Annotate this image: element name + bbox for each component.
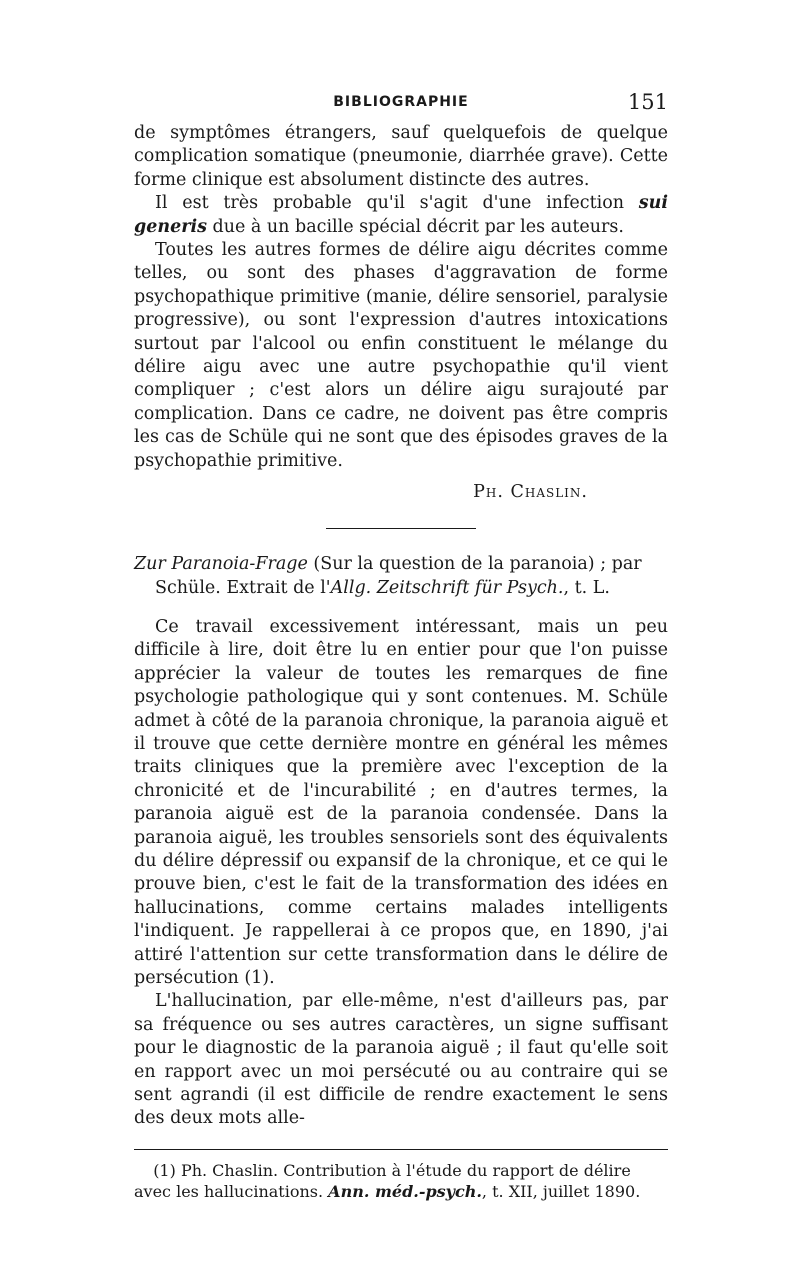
review-volume: , t. L. [563,577,610,598]
term-sui-generis: sui generis [134,193,668,237]
review-title [134,553,668,600]
review-title-line-1 [134,553,668,576]
review-title-german: Zur Paranoia-Frage [134,554,308,575]
footnote-text-a: (1) Ph. Chaslin. Contribution à l'étude du rapport de délire avec les hallucinations. [134,1160,631,1201]
running-head: BIBLIOGRAPHIE [333,94,469,110]
footnote-text-b: , t. XII, juillet 1890. [481,1181,641,1201]
author-signature: Ph. Chaslin. [473,482,588,503]
paragraph-continuation: de symptômes étrangers, sauf quelquefois de quelque complication somatique (pneumonie, diarrhée grave). Cette forme clinique est absolument distincte des autres. [134,123,668,190]
footnote [134,1160,668,1202]
review-paragraph-1: Ce travail excessivement intéressant, mais un peu difficile à lire, doit être lu en entier pour que l'on puisse apprécier la valeur de toutes les remarques de fine psychologie pathologique qui y sont contenues. M. Schüle admet à côté de la paranoia chronique, la paranoia aiguë et il trouve que cette dernière montre en général les mêmes traits cliniques que la première avec l'exception de la chronicité et de l'incurabilité ; en d'autres termes, la paranoia aiguë est de la paranoia condensée. Dans la paranoia aiguë, les troubles sensoriels sont des équivalents du délire dépressif ou expansif de la chronique, et ce qui le prouve bien, c'est le fait de la transformation des idées en hallucinations, comme certains malades intelligents l'indiquent. Je rappellerai à ce propos que, en 1890, j'ai attiré l'attention sur cette transformation dans le délire de persécution (1). [134,616,668,988]
review-journal: Allg. Zeitschrift für Psych. [330,577,564,598]
page-number: 151 [627,90,668,114]
section-divider [326,528,476,529]
paragraph-infection-text-b: due à un bacille spécial décrit par les auteurs. [206,216,624,237]
review-paragraph-2: L'hallucination, par elle-même, n'est d'ailleurs pas, par sa fréquence ou ses autres caractères, un signe suffisant pour le diagnostic de la paranoia aiguë ; il faut qu'elle soit en rapport avec un moi persécuté ou au contraire qui se sent agrandi (il est difficile de rendre exactement le sens des deux mots alle- [134,991,668,1129]
paragraph-infection-text-a: Il est très probable qu'il s'agit d'une infection [155,193,639,214]
page-header [134,90,668,120]
footnote-journal: Ann. méd.-psych. [328,1181,482,1201]
review-title-translation: (Sur la question de la paranoia) ; par [307,554,642,575]
review-author-source: Schüle. Extrait de l' [155,577,331,598]
text-block [134,122,668,1202]
review-title-line-2 [134,577,668,600]
paragraph-other-forms: Toutes les autres formes de délire aigu décrites comme telles, ou sont des phases d'aggravation de forme psychopathique primitive (manie, délire sensoriel, paralysie progressive), ou sont l'expression d'autres intoxications surtout par l'alcool ou enfin constituent le mélange du délire aigu avec une autre psychopathie qu'il vient compliquer ; c'est alors un délire aigu surajouté par complication. Dans ce cadre, ne doivent pas être compris les cas de Schüle qui ne sont que des épisodes graves de la psychopathie primitive. [134,240,668,471]
paragraph-infection [134,192,668,239]
footnote-rule [134,1149,668,1150]
